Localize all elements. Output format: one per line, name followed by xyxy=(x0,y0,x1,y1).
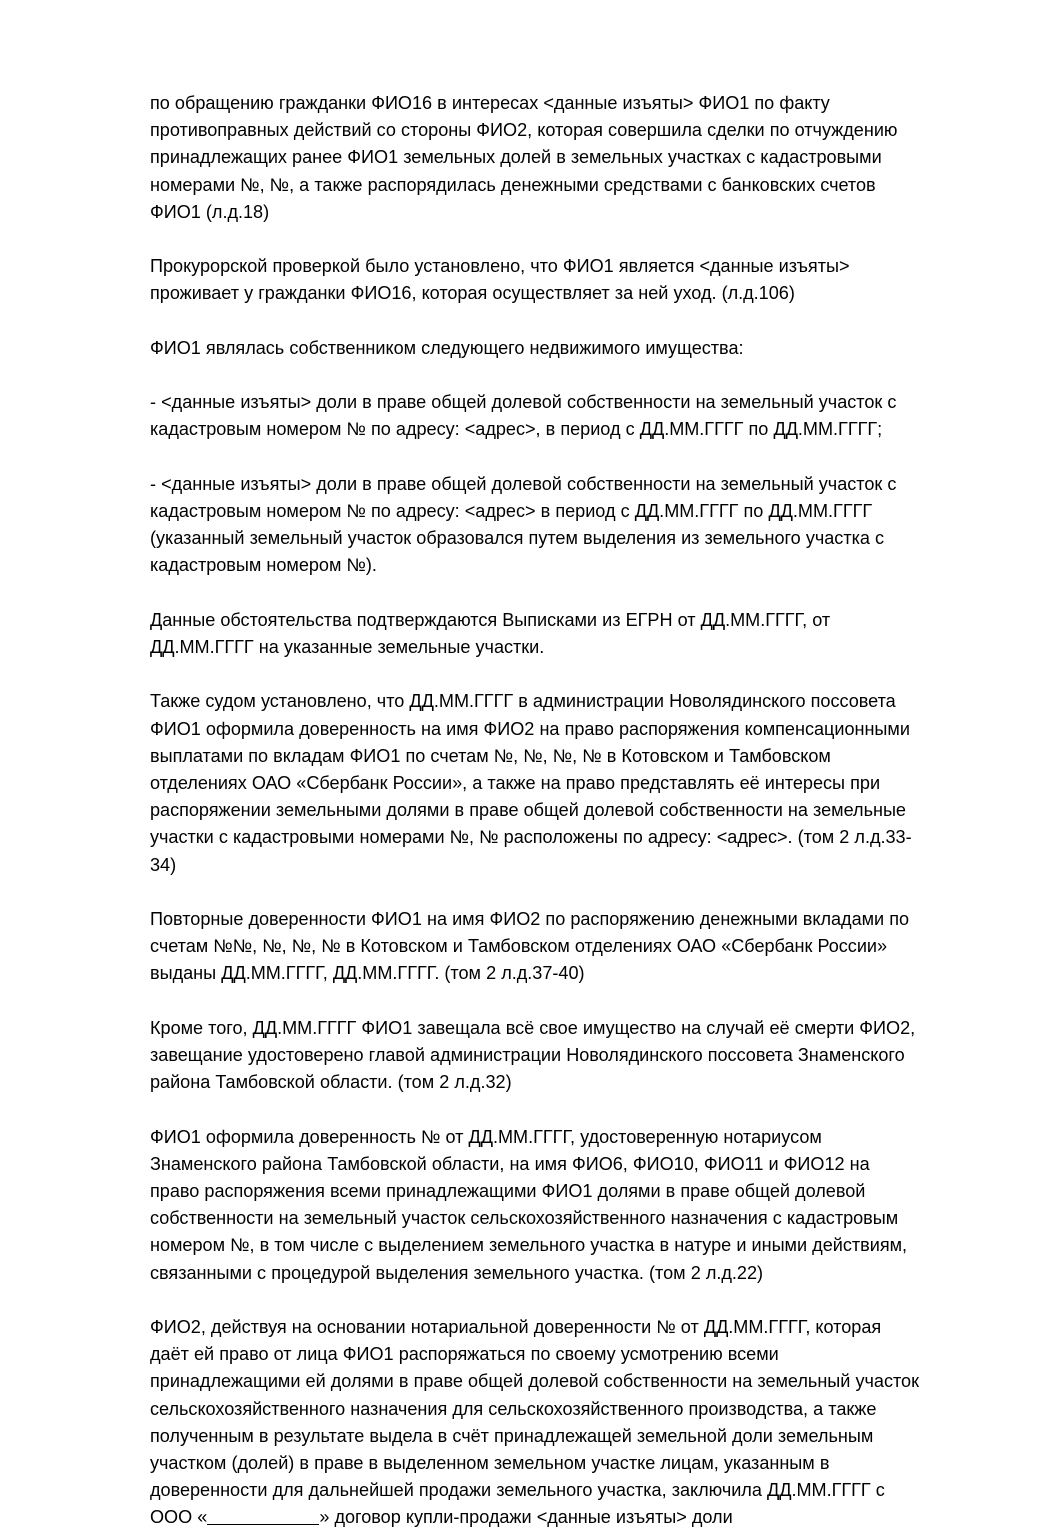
paragraph-9: Кроме того, ДД.ММ.ГГГГ ФИО1 завещала всё свое имущество на случай её смерти ФИО2, завещание удостоверено главой администрации Новолядинского поссовета Знаменского района Тамбовской области. (том 2 л.д.32) xyxy=(150,1017,916,1093)
paragraph-7: Также судом установлено, что ДД.ММ.ГГГГ в администрации Новолядинского поссовета ФИО1 оформила доверенность на имя ФИО2 на право распоряжения компенсационными выплатами по вкладам ФИО1 по счетам №, №, №, № в Котовском и Тамбовском отделениях ОАО «Сбербанк России», а также на право представлять её интересы при распоряжении земельными долями в праве общей долевой собственности на земельные участки с кадастровыми номерами №, № расположены по адресу: <адрес>. (том 2 л.д.33-34) xyxy=(150,691,912,875)
paragraph-10: ФИО1 оформила доверенность № от ДД.ММ.ГГГГ, удостоверенную нотариусом Знаменского района Тамбовской области, на имя ФИО6, ФИО10, ФИО11 и ФИО12 на право распоряжения всеми принадлежащими ФИО1 долями в праве общей долевой собственности на земельный участок сельскохозяйственного назначения с кадастровым номером №, в том числе с выделением земельного участка в натуре и иными действиям, связанными с процедурой выделения земельного участка. (том 2 л.д.22) xyxy=(150,1126,908,1283)
company-name-blank-field xyxy=(207,1524,319,1525)
document-text-body xyxy=(150,90,922,1532)
paragraph-5-property-item-2: - <данные изъяты> доли в праве общей долевой собственности на земельный участок с кадастровым номером № по адресу: <адрес> в период с ДД.ММ.ГГГГ по ДД.ММ.ГГГГ (указанный земельный участок образовался путем выделения из земельного участка с кадастровым номером №). xyxy=(150,473,897,576)
paragraph-1: по обращению гражданки ФИО16 в интересах <данные изъяты> ФИО1 по факту противоправных действий со стороны ФИО2, которая совершила сделки по отчуждению принадлежащих ранее ФИО1 земельных долей в земельных участках с кадастровыми номерами №, №, а также распорядилась денежными средствами с банковских счетов ФИО1 (л.д.18) xyxy=(150,93,898,222)
paragraph-4-property-item-1: - <данные изъяты> доли в праве общей долевой собственности на земельный участок с кадастровым номером № по адресу: <адрес>, в период с ДД.ММ.ГГГГ по ДД.ММ.ГГГГ; xyxy=(150,392,897,440)
paragraph-8: Повторные доверенности ФИО1 на имя ФИО2 по распоряжению денежными вкладами по счетам №№, №, №, № в Котовском и Тамбовском отделениях ОАО «Сбербанк России» выданы ДД.ММ.ГГГГ, ДД.ММ.ГГГГ. (том 2 л.д.37-40) xyxy=(150,908,910,984)
paragraph-6: Данные обстоятельства подтверждаются Выписками из ЕГРН от ДД.ММ.ГГГГ, от ДД.ММ.ГГГГ на указанные земельные участки. xyxy=(150,609,831,657)
paragraph-2: Прокурорской проверкой было установлено, что ФИО1 является <данные изъяты> проживает у гражданки ФИО16, которая осуществляет за ней уход. (л.д.106) xyxy=(150,256,850,304)
paragraph-11-text-before-blank: ФИО2, действуя на основании нотариальной доверенности № от ДД.ММ.ГГГГ, которая даёт ей право от лица ФИО1 распоряжаться по своему усмотрению всеми принадлежащими ей долями в праве общей долевой собственности на земельный участок сельскохозяйственного назначения для сельскохозяйственного производства, а также полученным в результате выдела в счёт принадлежащей земельной доли земельным участком (долей) в праве в выделенном земельном участке лицам, указанным в доверенности для дальнейшей продажи земельного участка, заключила ДД.ММ.ГГГГ с ООО « xyxy=(150,1316,919,1528)
paragraph-11-text-after-blank: » договор купли-продажи <данные изъяты> доли xyxy=(319,1507,733,1528)
paragraph-11 xyxy=(150,1314,922,1532)
paragraph-3: ФИО1 являлась собственником следующего недвижимого имущества: xyxy=(150,337,744,358)
